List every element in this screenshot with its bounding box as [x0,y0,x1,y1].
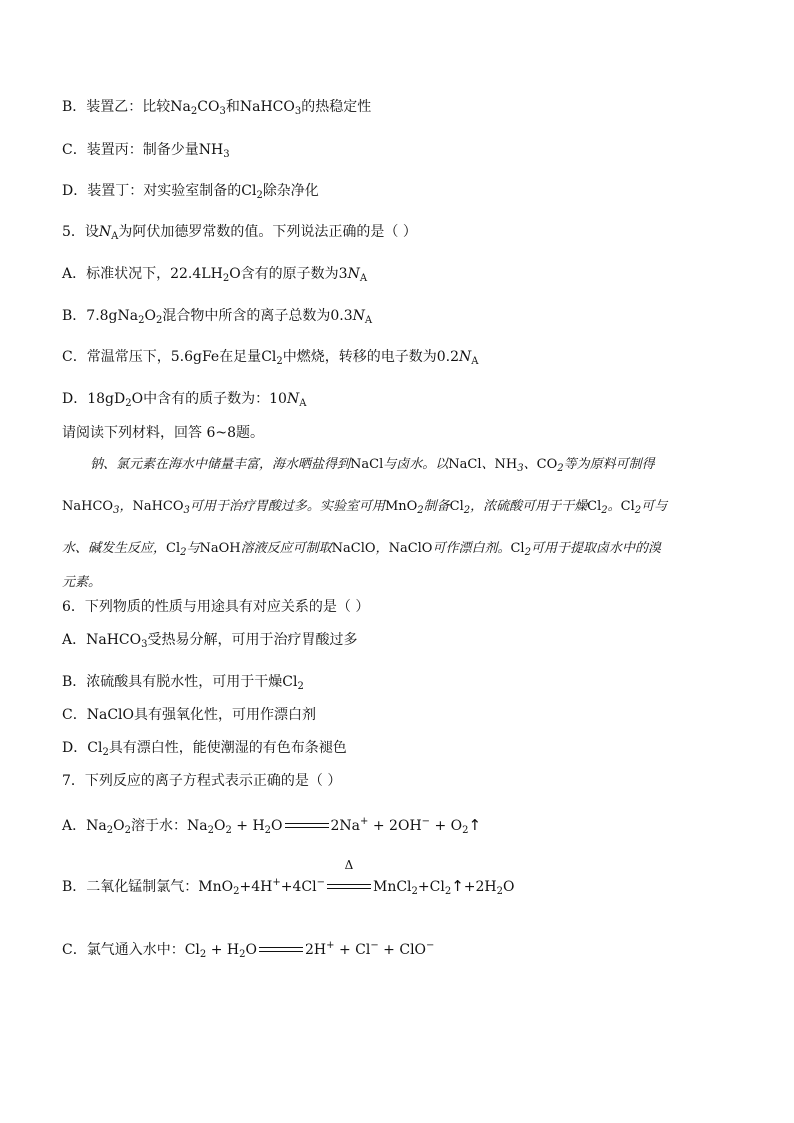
q4-option-d: D．装置丁：对实验室制备的$Cl_2$除杂净化 [62,183,319,201]
q5-option-b: B．$7.8gNa_2O_2$混合物中所含的离子总数为$0.3N_A$ [62,308,373,326]
q4-option-b: B．装置乙：比较$Na_2CO_3$和NaHCO$_3$的热稳定性 [62,99,372,117]
gas-up-arrow-icon: ↑ [451,877,464,895]
q7-stem: 7．下列反应的离子方程式表示正确的是（ ） [62,773,342,789]
gas-up-arrow-icon: ↑ [468,816,482,834]
q5-option-d: D．$18gD_2O$中含有的质子数为：$10N_A$ [62,391,307,409]
q6-option-b: B．浓硫酸具有脱水性，可用于干燥$Cl_2$ [62,674,304,692]
heat-equals-arrow-icon [327,858,371,897]
q5-option-a: A．标准状况下，$22.4LH_2O$含有的原子数为$3N_A$ [62,266,368,284]
passage-line-1: 钠、氯元素在海水中储量丰富，海水晒盐得到NaCl与卤水。以NaCl、$NH_3$、$CO_2$等为原料可制得 [90,457,655,474]
q6-stem: 6．下列物质的性质与用途具有对应关系的是（ ） [62,599,370,615]
reading-intro: 请阅读下列材料，回答 6~8题。 [62,425,264,441]
q5-option-c: C．常温常压下，5.6gFe在足量$Cl_2$中燃烧，转移的电子数为$0.2N_A$ [62,349,479,367]
q7-option-b: B．二氧化锰制氯气：MnO$_2$+4H++4Cl− Δ $MnCl_2+Cl_2↑+2H_2O$ [62,876,515,897]
passage-line-4: 元素。 [62,575,102,590]
q6-option-d: D．$Cl_2$具有漂白性，能使潮湿的有色布条褪色 [62,740,347,758]
q7-option-c: C．氯气通入水中：$Cl_2 + H_2O$ 2H+ + Cl− + ClO− [62,940,435,960]
equals-arrow-icon [259,940,303,960]
equals-arrow-icon [285,816,329,836]
heat-condition: Δ [344,858,354,872]
q6-option-c: C．NaClO具有强氧化性，可用作漂白剂 [62,707,316,723]
q6-option-a: A．NaHCO$_3$受热易分解，可用于治疗胃酸过多 [62,632,358,650]
q7-option-a: A．$Na_2O_2$溶于水：$Na_2O_2 + H_2O$ $2Na^+ + 2OH^- + O_2↑$ [62,816,482,836]
q4-option-c: C．装置丙：制备少量$NH_3$ [62,142,230,160]
q5-stem: 5．设$N_A$为阿伏加德罗常数的值。下列说法正确的是（ ） [62,224,417,242]
passage-line-2: NaHCO$_3$，NaHCO$_3$可用于治疗胃酸过多。实验室可用MnO$_2$制备$Cl_2$，浓硫酸可用于干燥$Cl_2$。$Cl_2$可与 [62,499,668,516]
passage-line-3: 水、碱发生反应，$Cl_2$与NaOH溶液反应可制取NaClO，NaClO可作漂白剂。$Cl_2$可用于提取卤水中的溴 [62,541,661,558]
